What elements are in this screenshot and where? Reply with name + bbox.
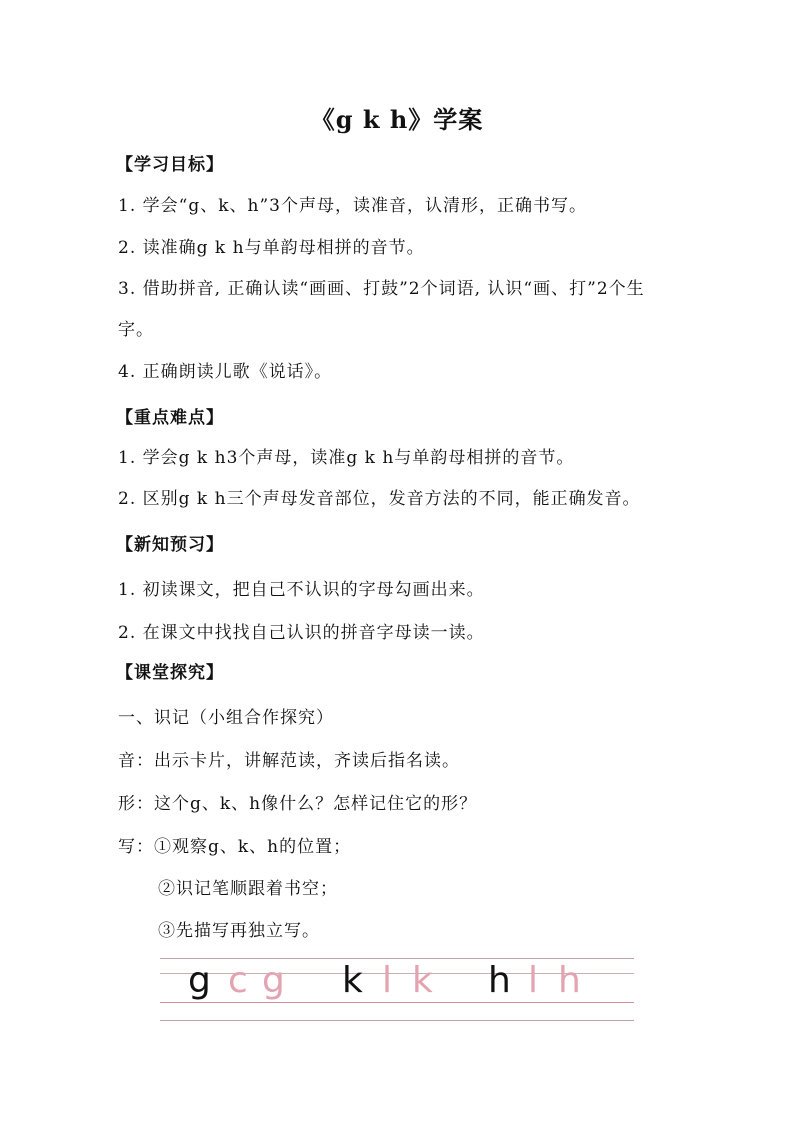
model-letter-k: k (342, 960, 363, 1001)
trace-letter-g: g (262, 960, 285, 1001)
trace-letter-h: h (558, 960, 581, 1001)
key-points-heading: 【重点难点】 (116, 408, 224, 428)
explore-indented-line: ②识记笔顺跟着书空； (158, 879, 338, 899)
goal-item: 3. 借助拼音, 正确认读“画画、打鼓”2个词语, 认识“画、打”2个生 (118, 279, 645, 299)
explore-line: 形：这个g、k、h像什么？怎样记住它的形？ (118, 794, 478, 814)
grid-baseline (160, 1002, 634, 1003)
grid-bottom-line (160, 1020, 634, 1021)
explore-line: 一、识记（小组合作探究） (118, 708, 334, 728)
preview-item: 1. 初读课文，把自己不认识的字母勾画出来。 (118, 580, 485, 600)
preview-heading: 【新知预习】 (116, 535, 224, 555)
goals-heading: 【学习目标】 (116, 155, 224, 175)
key-point-item: 1. 学会g k h3个声母，读准g k h与单韵母相拼的音节。 (118, 448, 575, 468)
explore-indented-line: ③先描写再独立写。 (158, 921, 320, 941)
goal-item: 1. 学会“g、k、h”3个声母，读准音，认清形，正确书写。 (118, 196, 587, 216)
grid-top-line (160, 958, 634, 959)
model-letter-h: h (488, 960, 511, 1001)
goal-item-continued: 字。 (118, 320, 154, 340)
explore-heading: 【课堂探究】 (116, 663, 224, 683)
stroke-c: c (228, 960, 248, 1001)
explore-line: 音：出示卡片，讲解范读，齐读后指名读。 (118, 751, 460, 771)
stroke-l: l (528, 960, 539, 1001)
key-point-item: 2. 区别g k h三个声母发音部位，发音方法的不同，能正确发音。 (118, 489, 641, 509)
page-title: 《g k h》学案 (310, 105, 484, 134)
preview-item: 2. 在课文中找找自己认识的拼音字母读一读。 (118, 623, 485, 643)
pinyin-writing-grid (160, 958, 634, 1024)
goal-item: 2. 读准确g k h与单韵母相拼的音节。 (118, 238, 425, 258)
model-letter-g: g (188, 960, 211, 1001)
stroke-l: l (382, 960, 393, 1001)
goal-item: 4. 正确朗读儿歌《说话》。 (118, 362, 333, 382)
explore-line: 写：①观察g、k、h的位置； (118, 837, 352, 857)
trace-letter-k: k (412, 960, 433, 1001)
